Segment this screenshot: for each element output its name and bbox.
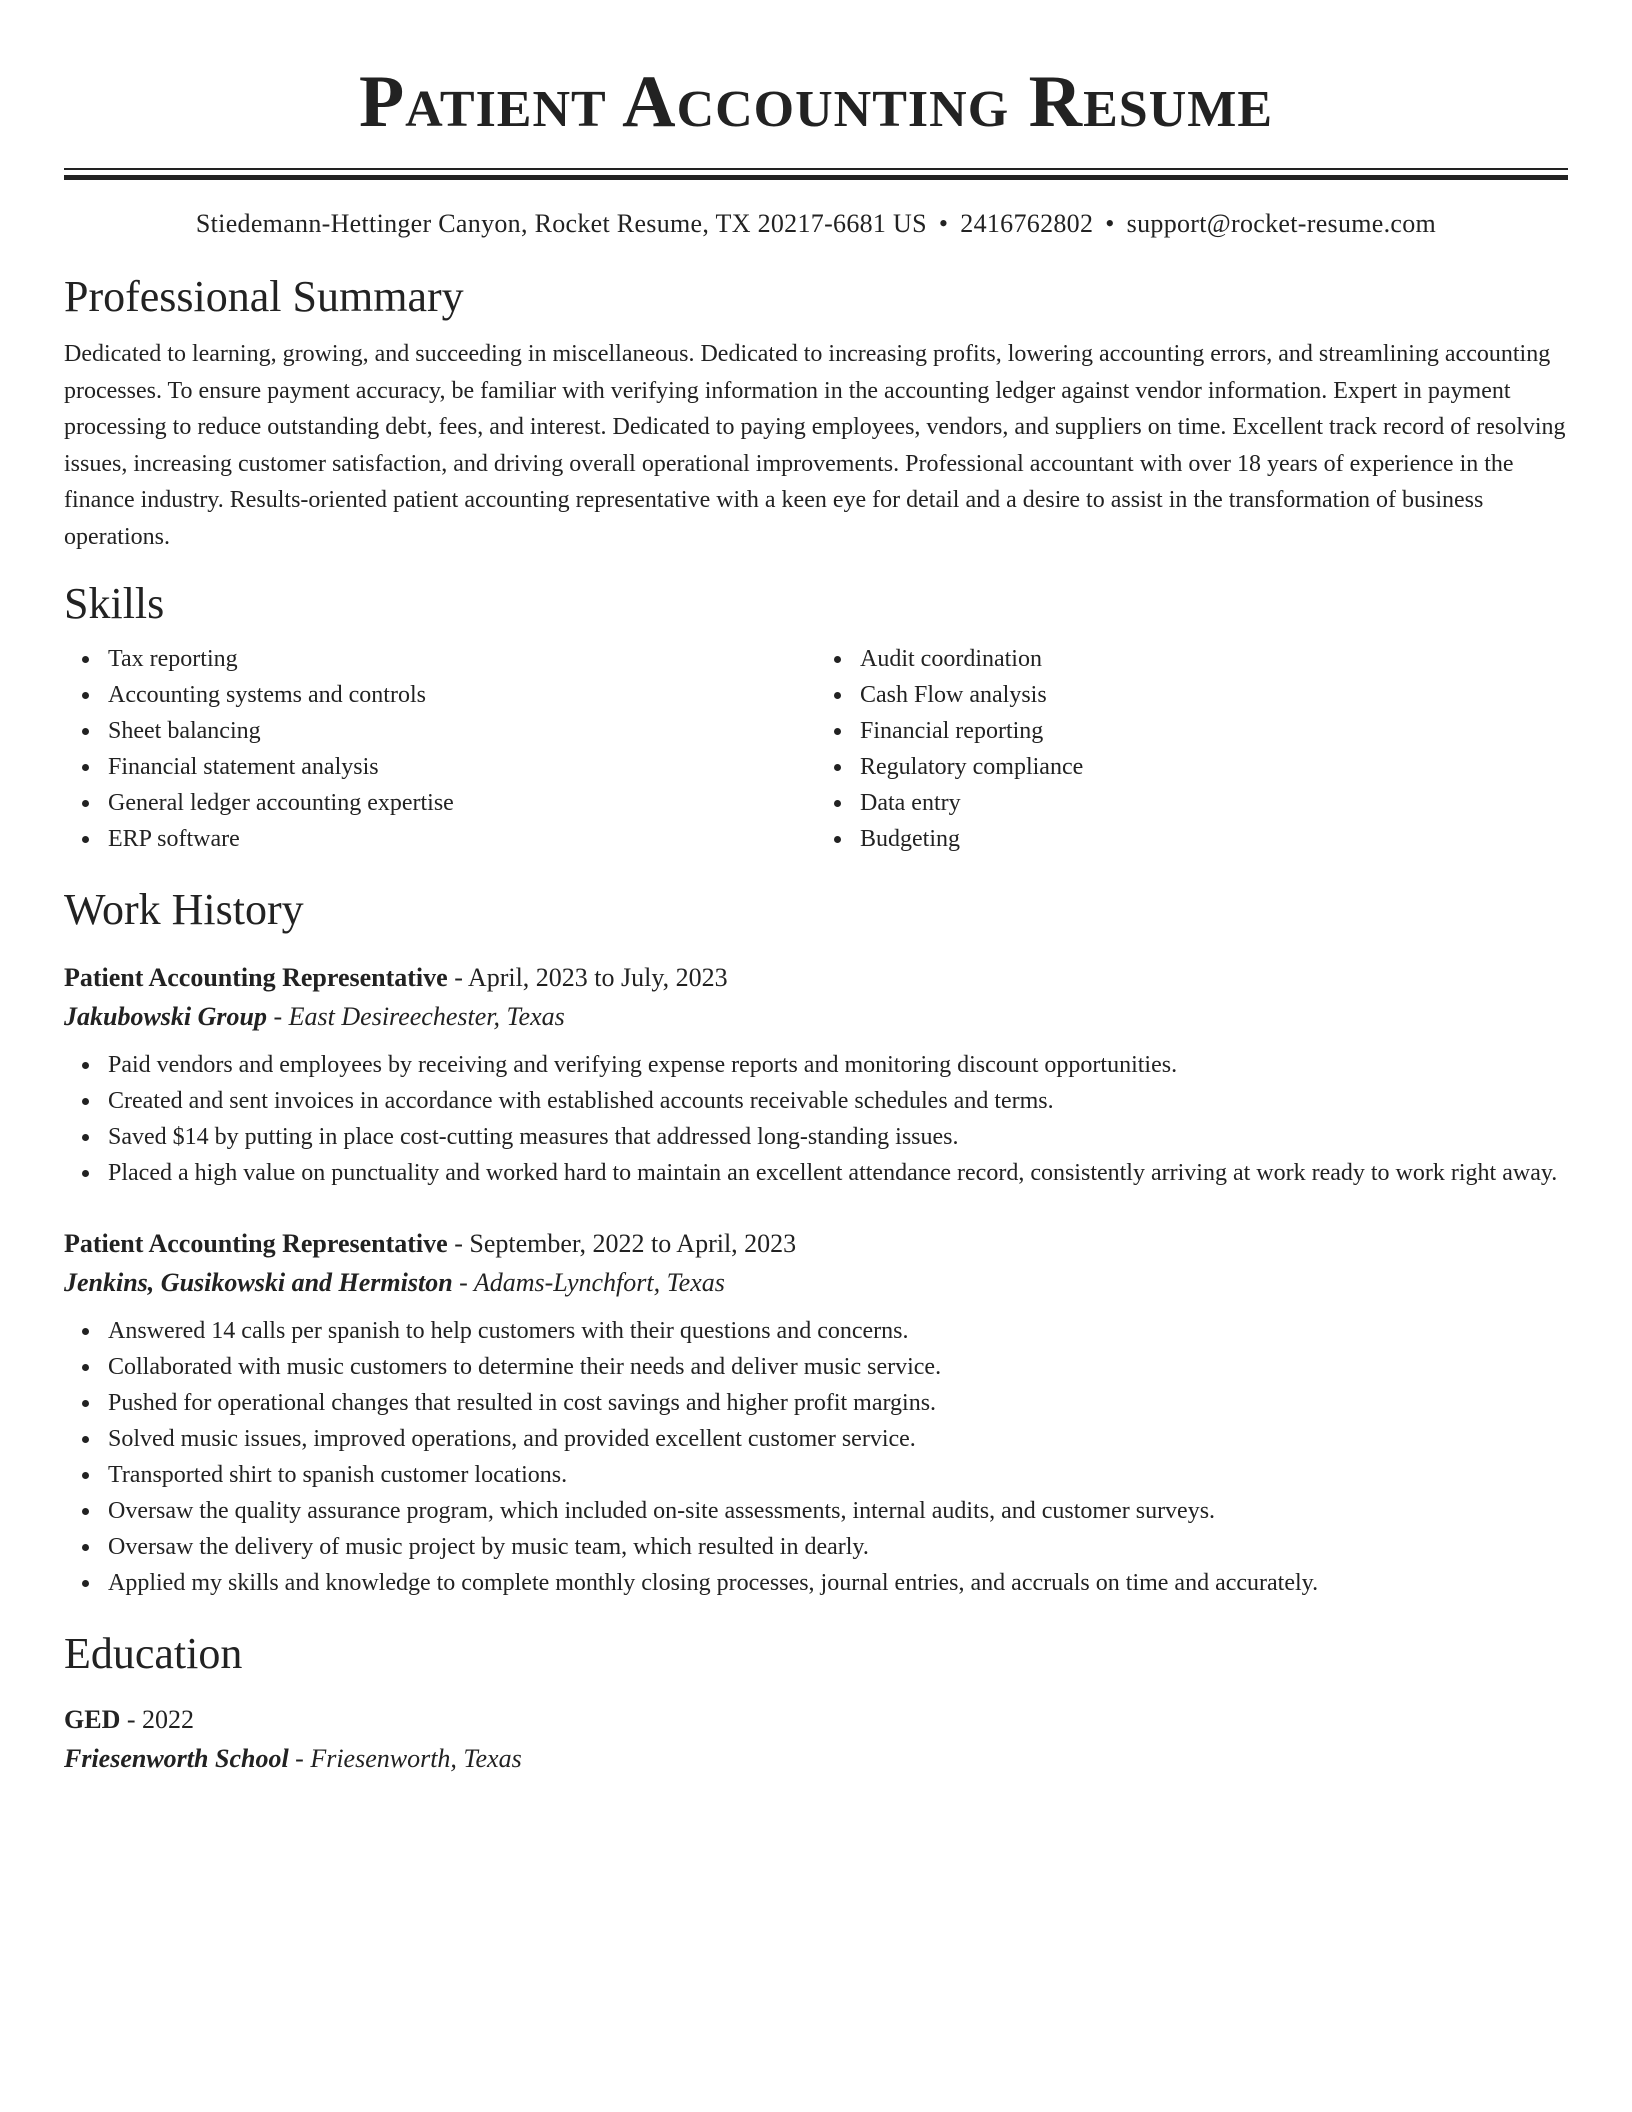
section-heading-summary: Professional Summary	[64, 272, 464, 321]
skills-section	[64, 577, 1568, 857]
education-degree: GED	[64, 1705, 121, 1734]
job-company: Jakubowski Group	[64, 1002, 267, 1031]
professional-summary-section	[64, 270, 1568, 555]
section-heading-work: Work History	[64, 885, 304, 934]
job-title: Patient Accounting Representative	[64, 963, 448, 992]
education-entry	[64, 1701, 1568, 1779]
job-bullet: Applied my skills and knowledge to complete monthly closing processes, journal entries, and accruals on time and accurately.	[108, 1565, 1568, 1601]
job-bullet: Collaborated with music customers to determine their needs and deliver music service.	[108, 1349, 1568, 1385]
job-entry	[64, 959, 1568, 1191]
job-bullet: Oversaw the quality assurance program, which included on-site assessments, internal audits, and customer surveys.	[108, 1493, 1568, 1529]
education-location: - Friesenworth, Texas	[288, 1744, 522, 1773]
contact-separator: •	[938, 209, 949, 238]
job-title-line	[64, 959, 1568, 997]
education-year: - 2022	[120, 1705, 195, 1734]
job-bullet: Solved music issues, improved operations, and provided excellent customer service.	[108, 1421, 1568, 1457]
skill-item: Audit coordination	[860, 641, 1568, 677]
skill-item: Budgeting	[860, 821, 1568, 857]
skill-item: Regulatory compliance	[860, 749, 1568, 785]
job-bullets	[64, 1313, 1568, 1601]
contact-phone: 2416762802	[960, 209, 1094, 238]
job-location: - East Desireechester, Texas	[267, 1002, 565, 1031]
job-bullet: Oversaw the delivery of music project by music team, which resulted in dearly.	[108, 1529, 1568, 1565]
job-bullets	[64, 1047, 1568, 1191]
job-bullet: Pushed for operational changes that resulted in cost savings and higher profit margins.	[108, 1385, 1568, 1421]
title-divider-thick	[64, 175, 1568, 180]
job-title-line	[64, 1225, 1568, 1263]
skill-item: Financial statement analysis	[108, 749, 816, 785]
skills-grid	[64, 641, 1568, 857]
job-dates: - April, 2023 to July, 2023	[447, 963, 728, 992]
job-bullet: Transported shirt to spanish customer locations.	[108, 1457, 1568, 1493]
job-title: Patient Accounting Representative	[64, 1229, 448, 1258]
job-bullet: Paid vendors and employees by receiving and verifying expense reports and monitoring discount opportunities.	[108, 1047, 1568, 1083]
work-history-section	[64, 883, 1568, 1601]
job-company: Jenkins, Gusikowski and Hermiston	[64, 1268, 453, 1297]
job-company-line	[64, 1263, 1568, 1303]
section-heading-education: Education	[64, 1629, 243, 1678]
contact-separator: •	[1105, 209, 1115, 238]
title-divider-thin	[64, 168, 1568, 170]
skill-item: Data entry	[860, 785, 1568, 821]
section-heading-skills: Skills	[64, 579, 165, 628]
job-bullet: Answered 14 calls per spanish to help customers with their questions and concerns.	[108, 1313, 1568, 1349]
job-bullet: Created and sent invoices in accordance with established accounts receivable schedules and terms.	[108, 1083, 1568, 1119]
job-company-line	[64, 997, 1568, 1037]
job-bullet: Saved $14 by putting in place cost-cutting measures that addressed long-standing issues.	[108, 1119, 1568, 1155]
job-location: - Adams-Lynchfort, Texas	[452, 1268, 725, 1297]
skill-item: Accounting systems and controls	[108, 677, 816, 713]
resume-title: Patient Accounting Resume	[358, 61, 1274, 143]
contact-line	[64, 206, 1568, 242]
job-entry	[64, 1225, 1568, 1601]
skill-item: ERP software	[108, 821, 816, 857]
contact-email: support@rocket-resume.com	[1126, 209, 1437, 238]
skill-item: Tax reporting	[108, 641, 816, 677]
skill-item: Financial reporting	[860, 713, 1568, 749]
job-bullet: Placed a high value on punctuality and worked hard to maintain an excellent attendance record, consistently arriving at work ready to work right away.	[108, 1155, 1568, 1191]
contact-address: Stiedemann-Hettinger Canyon, Rocket Resume, TX 20217-6681 US	[195, 209, 927, 238]
education-section	[64, 1627, 1568, 1779]
skill-item: Cash Flow analysis	[860, 677, 1568, 713]
skills-column-left	[64, 641, 816, 857]
skill-item: Sheet balancing	[108, 713, 816, 749]
education-school-line	[64, 1739, 1568, 1779]
education-school: Friesenworth School	[64, 1744, 289, 1773]
skill-item: General ledger accounting expertise	[108, 785, 816, 821]
job-dates: - September, 2022 to April, 2023	[447, 1229, 797, 1258]
skills-column-right	[816, 641, 1568, 857]
education-degree-line	[64, 1701, 1568, 1739]
summary-text: Dedicated to learning, growing, and succeeding in miscellaneous. Dedicated to increasing profits, lowering accounting errors, and streamlining accounting processes. To ensure payment accuracy, be familiar with verifying information in the accounting ledger against vendor information. Expert in payment processing to reduce outstanding debt, fees, and interest. Dedicated to paying employees, vendors, and suppliers on time. Excellent track record of resolving issues, increasing customer satisfaction, and driving overall operational improvements. Professional accountant with over 18 years of experience in the finance industry. Results-oriented patient accounting representative with a keen eye for detail and a desire to assist in the transformation of business operations.	[64, 341, 1566, 550]
